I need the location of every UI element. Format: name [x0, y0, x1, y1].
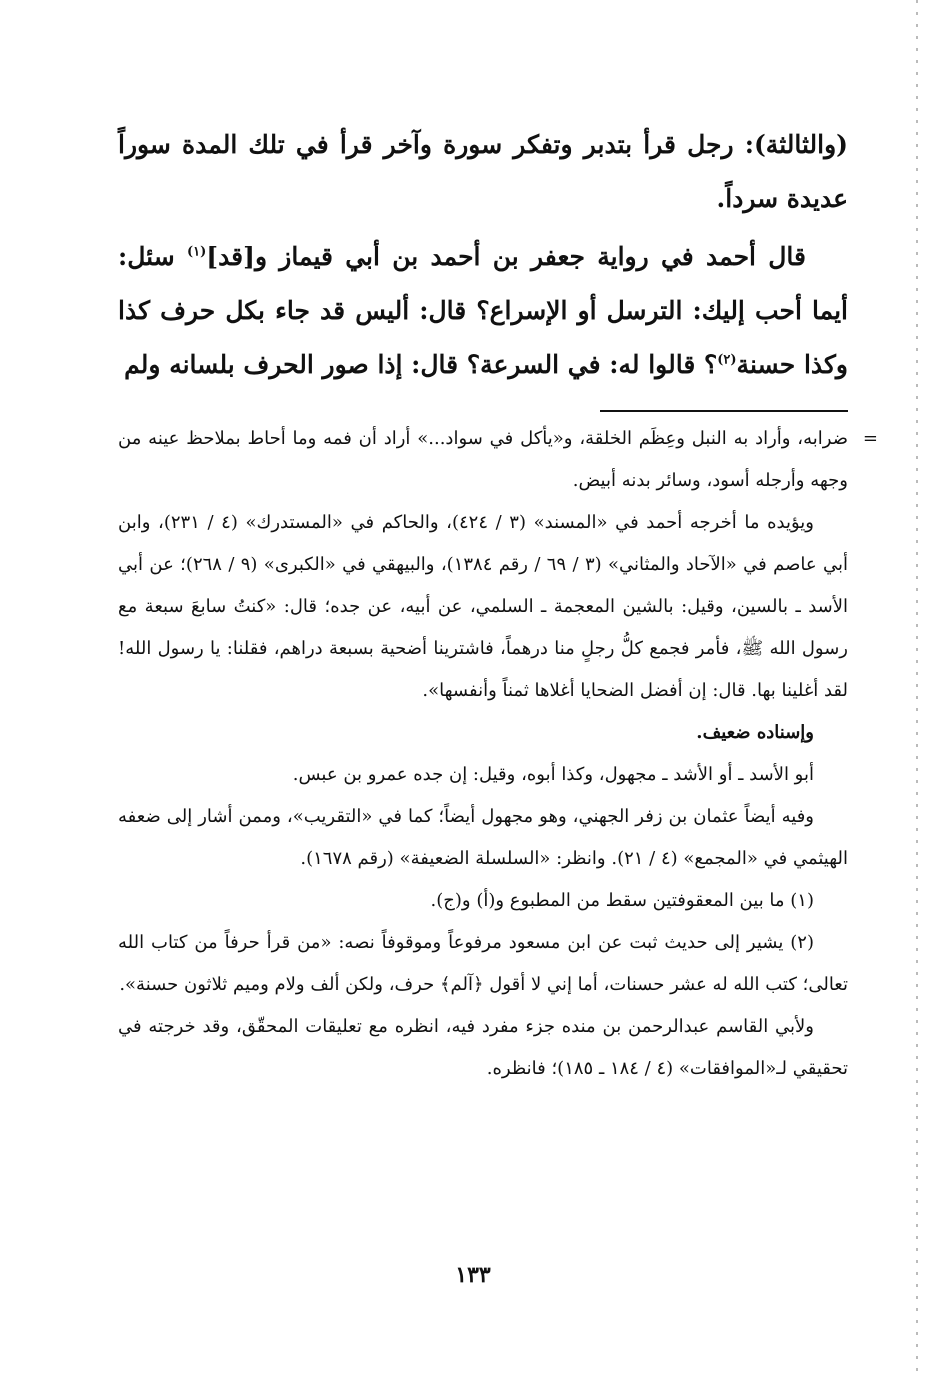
page-number: ١٣٣: [455, 1262, 491, 1288]
page-edge-marks: [916, 0, 918, 1375]
paragraph-text-part1: قال أحمد في رواية جعفر بن أحمد بن أبي قيماز و[قد]: [206, 242, 807, 271]
footnote-abul-qasim: ولأبي القاسم عبدالرحمن بن منده جزء مفرد فيه، انظره مع تعليقات المحقّق، وقد خرجته في تحقيقي لـ«الموافقات» (٤ / ١٨٤ ـ ١٨٥)؛ فانظره.: [118, 1016, 848, 1079]
footnote-abu-asad: أبو الأسد ـ أو الأشد ـ مجهول، وكذا أبوه، وقيل: إن جده عمرو بن عبس.: [292, 764, 814, 785]
paragraph-text-part3: ؟ قالوا له: في السرعة؟ قال: إذا صور الحرف بلسانه ولم: [124, 350, 718, 379]
paragraph-text: : رجل قرأ بتدبر وتفكر سورة وآخر قرأ في تلك المدة سوراً عديدة سرداً.: [118, 130, 848, 213]
paragraph-text-part2: سئل: أيما أحب إليك: الترسل أو الإسراع؟ قال: أليس قد جاء بكل حرف كذا وكذا حسنة: [118, 242, 848, 379]
footnote-ref-1[interactable]: (١): [186, 244, 207, 260]
footnote-separator-wrap: [118, 392, 848, 418]
main-text: [118, 118, 848, 392]
paragraph-label: (والثالثة): [753, 130, 848, 159]
footnote-support: ويؤيده ما أخرجه أحمد في «المسند» (٣ / ٤٢٤)، والحاكم في «المستدرك» (٤ / ٢٣١)، وابن أبي عاصم في «الآحاد والمثاني» (٣ / ٦٩ / رقم ١٣٨٤)، والبيهقي في «الكبرى» (٩ / ٢٦٨)؛ عن أبي الأسد ـ بالسين، وقيل: بالشين المعجمة ـ السلمي، عن أبيه، عن جده؛ قال: «كنتُ سابعَ سبعة مع رسول الله ﷺ، فأمر فجمع كلُّ رجلٍ منا درهماً، فاشترينا أضحية بسبعة دراهم، فقلنا: يا رسول الله! لقد أغلينا بها. قال: إن أفضل الضحايا أغلاها ثمناً وأنفسها».: [118, 512, 848, 701]
paragraph-ahmad: [118, 230, 848, 392]
footnote-separator: [600, 410, 848, 412]
footnotes: [118, 418, 848, 1090]
footnote-uthman: وفيه أيضاً عثمان بن زفر الجهني، وهو مجهول أيضاً؛ كما في «التقريب»، وممن أشار إلى ضعفه الهيثمي في «المجمع» (٤ / ٢١). وانظر: «السلسلة الضعيفة» (رقم ١٦٧٨).: [118, 806, 848, 869]
footnote-2: (٢) يشير إلى حديث ثبت عن ابن مسعود مرفوعاً وموقوفاً نصه: «من قرأ حرفاً من كتاب الله تعالى؛ كتب الله له عشر حسنات، أما إني لا أقول ﴿آلم﴾ حرف، ولكن ألف ولام وميم ثلاثون حسنة».: [118, 932, 848, 995]
footnote-ref-2[interactable]: (٢): [717, 352, 737, 368]
paragraph-third: [118, 118, 848, 226]
footnote-isnad: وإسناده ضعيف.: [696, 722, 814, 743]
footnote-continuation: = ضرابه، وأراد به النبل وعِظَم الخلقة، و«يأكل في سواد...» أراد أن فمه وما أحاط بملاحظ عينه من وجهه وأرجله أسود، وسائر بدنه أبيض.: [118, 418, 848, 502]
page-content: [118, 118, 848, 1090]
footnote-1: (١) ما بين المعقوفتين سقط من المطبوع و(أ) و(ج).: [430, 890, 814, 911]
